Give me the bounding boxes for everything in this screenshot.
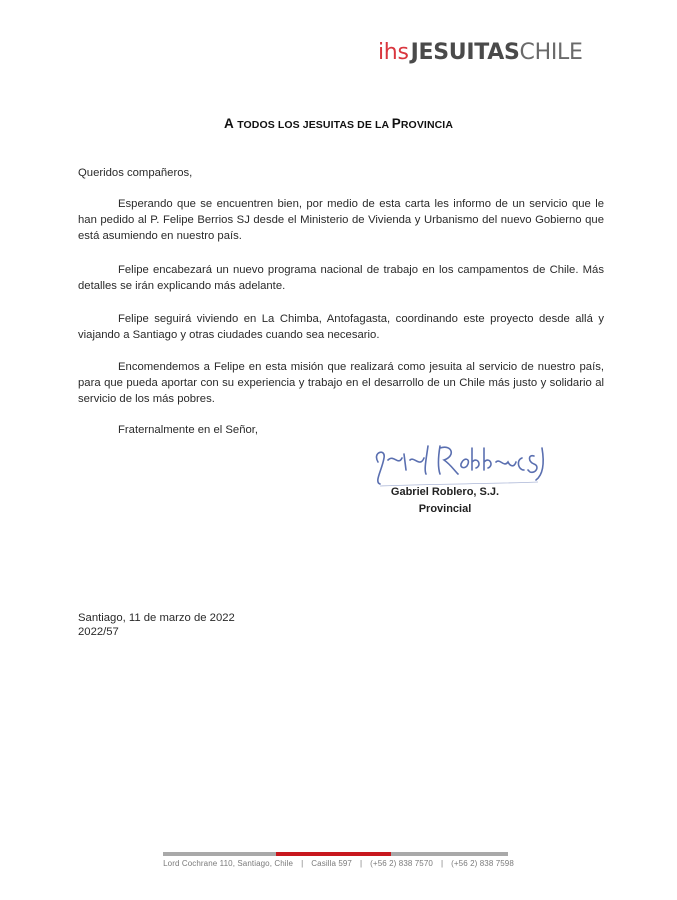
footer-address: Lord Cochrane 110, Santiago, Chile (163, 859, 294, 868)
reference-number: 2022/57 (78, 626, 119, 638)
logo-word-jesuitas: JESUITAS (410, 40, 520, 65)
signer-name: Gabriel Roblero, S.J. (390, 486, 500, 498)
footer-separator: | (301, 859, 304, 868)
footer-po-box: Casilla 597 (311, 859, 352, 868)
footer-divider-bar (163, 852, 508, 856)
jesuitas-chile-logo (378, 40, 583, 65)
footer-contact (0, 859, 677, 868)
footer-separator: | (359, 859, 363, 868)
salutation: Queridos compañeros, (78, 167, 193, 179)
footer-separator: | (440, 859, 444, 868)
logo-ihs-mark: ihs (378, 40, 409, 65)
paragraph-2: Felipe encabezará un nuevo programa nacional de trabajo en los campamentos de Chile. Más detalles se irán explicando más adelante. (78, 264, 604, 292)
logo-word-chile: CHILE (519, 40, 583, 65)
signer-role: Provincial (418, 503, 472, 515)
footer-accent-bar (276, 852, 391, 856)
title-part: A (223, 116, 238, 131)
title-part: TODOS LOS JESUITAS DE LA (237, 119, 392, 131)
footer-phone-1: (+56 2) 838 7570 (370, 859, 433, 868)
paragraph-4: Encomendemos a Felipe en esta misión que realizará como jesuita al servicio de nuestro país, para que pueda aportar con su experiencia y trabajo en el desarrollo de un Chile más justo y solidario al servicio de los más pobres. (78, 361, 604, 405)
title-part: ROVINCIA (400, 119, 454, 131)
footer-phone-2: (+56 2) 838 7598 (451, 859, 514, 868)
paragraph-3: Felipe seguirá viviendo en La Chimba, Antofagasta, coordinando este proyecto desde allá y viajando a Santiago y otras ciudades cuando sea necesario. (78, 313, 604, 341)
handwritten-signature (368, 440, 548, 490)
letter-title (0, 116, 677, 131)
title-part: P (391, 116, 401, 131)
closing: Fraternalmente en el Señor, (118, 424, 259, 436)
place-and-date: Santiago, 11 de marzo de 2022 (78, 612, 235, 624)
paragraph-1: Esperando que se encuentren bien, por medio de esta carta les informo de un servicio que le han pedido al P. Felipe Berrios SJ desde el Ministerio de Vivienda y Urbanismo del nuevo Gobierno que está asumiendo en nuestro país. (78, 198, 604, 242)
